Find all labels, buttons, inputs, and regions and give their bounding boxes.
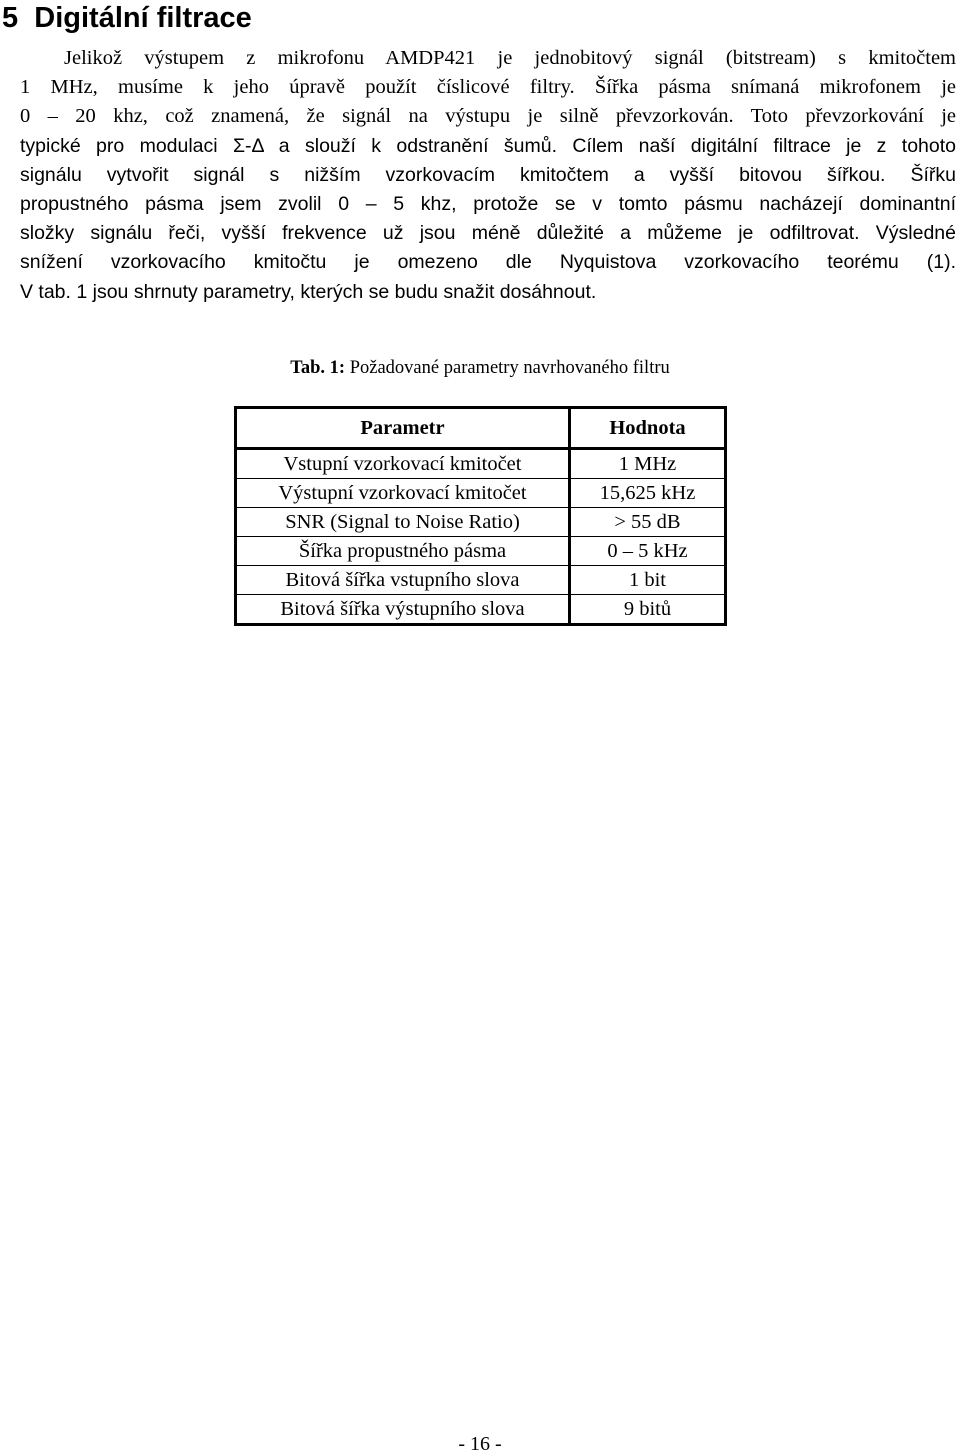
page-number: - 16 - [458, 1433, 502, 1455]
table-caption-text: Požadované parametry navrhovaného filtru [349, 358, 670, 378]
paragraph-line: propustného pásma jsem zvolil 0 – 5 khz, protože se v tomto pásmu nacházejí dominantní [20, 192, 956, 215]
parameter-cell: SNR (Signal to Noise Ratio) [236, 508, 570, 537]
parameter-cell: Šířka propustného pásma [236, 537, 570, 566]
parameter-cell: Bitová šířka výstupního slova [236, 595, 570, 625]
paragraph-line: signálu vytvořit signál s nižším vzorkovacím kmitočtem a vyšší bitovou šířkou. Šířku [20, 163, 956, 186]
parameter-cell: Výstupní vzorkovací kmitočet [236, 479, 570, 508]
parameter-cell: Bitová šířka vstupního slova [236, 566, 570, 595]
paragraph-line: V tab. 1 jsou shrnuty parametry, kterých se budu snažit dosáhnout. [20, 280, 597, 303]
table-row [236, 479, 726, 508]
section-number: 5 [2, 2, 19, 34]
table-row [236, 537, 726, 566]
value-cell: 0 – 5 kHz [570, 537, 726, 566]
parameters-table [234, 406, 727, 626]
body-paragraph [20, 44, 956, 307]
section-title: Digitální filtrace [34, 2, 252, 34]
table-row [236, 566, 726, 595]
paragraph-line: složky signálu řeči, vyšší frekvence už jsou méně důležité a můžeme je odfiltrovat. Výsledné [20, 222, 956, 245]
paragraph-line: snížení vzorkovacího kmitočtu je omezeno dle Nyquistova vzorkovacího teorému (1). [20, 251, 956, 274]
table-caption-label: Tab. 1: [290, 358, 346, 378]
parameter-cell: Vstupní vzorkovací kmitočet [236, 449, 570, 479]
value-cell: 1 bit [570, 566, 726, 595]
table-caption [0, 356, 960, 380]
paragraph-line: typické pro modulaci Σ-Δ a slouží k odstranění šumů. Cílem naší digitální filtrace je z tohoto [20, 134, 956, 157]
table-row [236, 595, 726, 625]
column-header-parameter: Parametr [236, 408, 570, 449]
section-heading [2, 0, 252, 36]
paragraph-line: Jelikož výstupem z mikrofonu AMDP421 je jednobitový signál (bitstream) s kmitočtem [64, 47, 956, 69]
table-row [236, 508, 726, 537]
column-header-value: Hodnota [570, 408, 726, 449]
value-cell: 15,625 kHz [570, 479, 726, 508]
value-cell: 9 bitů [570, 595, 726, 625]
table-row [236, 449, 726, 479]
value-cell: > 55 dB [570, 508, 726, 537]
paragraph-line: 1 MHz, musíme k jeho úpravě použít číslicové filtry. Šířka pásma snímaná mikrofonem je [20, 76, 956, 99]
paragraph-line: 0 – 20 khz, což znamená, že signál na výstupu je silně převzorkován. Toto převzorkování je [20, 105, 956, 128]
value-cell: 1 MHz [570, 449, 726, 479]
table-header-row [236, 408, 726, 449]
